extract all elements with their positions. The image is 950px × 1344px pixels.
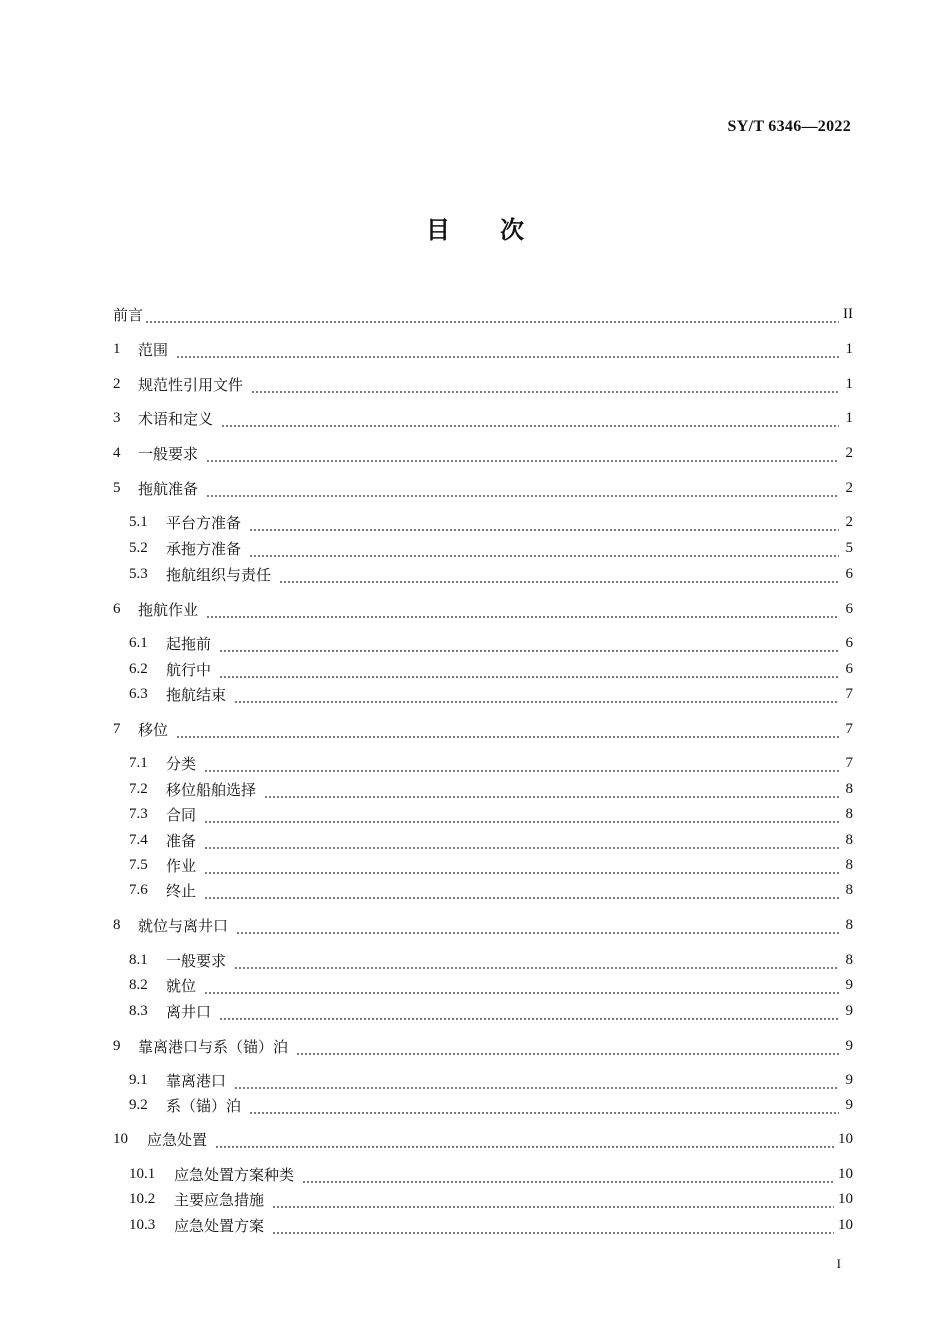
toc-entry-title: 合同 — [166, 805, 197, 824]
toc-entry-title: 应急处置方案 — [174, 1216, 265, 1235]
toc-entry-number: 5.3 — [129, 565, 148, 582]
toc-entry-number: 7.2 — [129, 780, 148, 797]
dot-leader — [215, 1127, 834, 1151]
toc-entry-number: 4 — [113, 444, 121, 461]
toc-entry[interactable] — [129, 777, 853, 801]
toc-entry-title: 应急处置方案种类 — [174, 1165, 295, 1184]
toc-entry-page: 5 — [845, 539, 853, 556]
toc-entry-number: 8 — [113, 916, 121, 933]
toc-entry[interactable] — [113, 913, 853, 937]
toc-entry-number: 7 — [113, 720, 121, 737]
toc-entry-number: 8.2 — [129, 976, 148, 993]
toc-entry-title: 拖航组织与责任 — [166, 565, 272, 584]
toc-entry-number: 8.1 — [129, 951, 148, 968]
dot-leader — [272, 1213, 834, 1237]
dot-leader — [176, 337, 839, 361]
toc-entry-title: 拖航准备 — [138, 479, 199, 498]
toc-entry-page: 2 — [845, 479, 853, 496]
page-number: I — [836, 1256, 841, 1271]
toc-entry-number: 8.3 — [129, 1002, 148, 1019]
toc-entry-page: 9 — [845, 976, 853, 993]
dot-leader — [219, 631, 839, 655]
toc-entry-number: 10.2 — [129, 1190, 156, 1207]
dot-leader — [249, 1093, 839, 1117]
dot-leader — [236, 913, 839, 937]
toc-entry-title: 就位与离井口 — [138, 916, 229, 935]
dot-leader — [219, 999, 839, 1023]
toc-entry-number: 7.4 — [129, 831, 148, 848]
toc-entry-title: 术语和定义 — [138, 409, 214, 428]
toc-entry-page: 7 — [845, 685, 853, 702]
toc-entry-number: 7.6 — [129, 881, 148, 898]
toc-entry-page: 9 — [845, 1096, 853, 1113]
toc-entry-page: 7 — [845, 754, 853, 771]
toc-entry[interactable] — [129, 878, 853, 902]
toc-entry-page: 6 — [845, 600, 853, 617]
toc-entry-page: 1 — [845, 375, 853, 392]
toc-entry-title: 移位 — [138, 720, 169, 739]
toc-entry-page: 8 — [845, 856, 853, 873]
toc-entry-title: 就位 — [166, 976, 197, 995]
toc-entry[interactable] — [129, 973, 853, 997]
toc-entry-page: 1 — [845, 340, 853, 357]
dot-leader — [279, 562, 839, 586]
dot-leader — [302, 1162, 834, 1186]
toc-entry[interactable] — [113, 372, 853, 396]
toc-entry-number: 5.2 — [129, 539, 148, 556]
toc-entry[interactable] — [129, 853, 853, 877]
toc-entry-title: 承拖方准备 — [166, 539, 242, 558]
dot-leader — [204, 751, 839, 775]
dot-leader — [204, 973, 839, 997]
toc-entry[interactable] — [129, 1213, 853, 1237]
toc-entry-page: 6 — [845, 634, 853, 651]
toc-entry-title: 主要应急措施 — [174, 1190, 265, 1209]
toc-entry-number: 10.3 — [129, 1216, 156, 1233]
toc-entry-title: 移位船舶选择 — [166, 780, 257, 799]
toc-entry[interactable] — [129, 536, 853, 560]
toc-entry-title: 作业 — [166, 856, 197, 875]
dot-leader — [234, 948, 839, 972]
toc-entry-number: 10.1 — [129, 1165, 156, 1182]
toc-entry-number: 2 — [113, 375, 121, 392]
toc-entry-page: II — [843, 305, 853, 322]
dot-leader — [204, 828, 839, 852]
toc-entry-title: 拖航作业 — [138, 600, 199, 619]
toc-entry[interactable] — [113, 1127, 853, 1151]
toc-entry[interactable] — [113, 302, 853, 326]
toc-entry[interactable] — [129, 751, 853, 775]
toc-entry[interactable] — [113, 717, 853, 741]
toc-entry-page: 8 — [845, 881, 853, 898]
toc-entry-page: 10 — [838, 1130, 853, 1147]
toc-entry[interactable] — [129, 948, 853, 972]
toc-entry-page: 8 — [845, 831, 853, 848]
toc-entry[interactable] — [129, 657, 853, 681]
toc-entry-title: 范围 — [138, 340, 169, 359]
toc-entry-title: 离井口 — [166, 1002, 212, 1021]
toc-entry-page: 10 — [838, 1216, 853, 1233]
toc-entry-page: 8 — [845, 916, 853, 933]
toc-entry[interactable] — [113, 337, 853, 361]
toc-entry-number: 6.3 — [129, 685, 148, 702]
toc-entry-title: 靠离港口 — [166, 1071, 227, 1090]
dot-leader — [145, 302, 839, 326]
toc-entry-page: 7 — [845, 720, 853, 737]
toc-entry-page: 2 — [845, 444, 853, 461]
toc-entry[interactable] — [129, 1093, 853, 1117]
toc-entry-title: 拖航结束 — [166, 685, 227, 704]
dot-leader — [206, 597, 839, 621]
toc-entry[interactable] — [129, 1187, 853, 1211]
dot-leader — [249, 536, 839, 560]
dot-leader — [219, 657, 839, 681]
toc-entry[interactable] — [113, 597, 853, 621]
toc-entry-title: 一般要求 — [138, 444, 199, 463]
toc-entry-number: 5.1 — [129, 513, 148, 530]
toc-entry-number: 5 — [113, 479, 121, 496]
dot-leader — [264, 777, 839, 801]
toc-entry[interactable] — [129, 802, 853, 826]
toc-entry[interactable] — [129, 631, 853, 655]
page-title: 目次 — [426, 216, 574, 244]
toc-entry-number: 7.3 — [129, 805, 148, 822]
toc-entry-page: 2 — [845, 513, 853, 530]
dot-leader — [204, 878, 839, 902]
toc-entry-page: 9 — [845, 1071, 853, 1088]
toc-entry-page: 6 — [845, 565, 853, 582]
dot-leader — [249, 510, 839, 534]
toc-entry[interactable] — [113, 476, 853, 500]
dot-leader — [221, 406, 839, 430]
toc-entry-title: 终止 — [166, 881, 197, 900]
toc-entry-number: 9 — [113, 1037, 121, 1054]
toc-entry-number: 7.5 — [129, 856, 148, 873]
toc-entry[interactable] — [129, 682, 853, 706]
dot-leader — [251, 372, 839, 396]
dot-leader — [176, 717, 839, 741]
toc-entry-page: 9 — [845, 1037, 853, 1054]
toc-entry-title: 规范性引用文件 — [138, 375, 244, 394]
toc-entry[interactable] — [113, 406, 853, 430]
toc-entry[interactable] — [129, 999, 853, 1023]
toc-entry-title: 准备 — [166, 831, 197, 850]
dot-leader — [206, 476, 839, 500]
toc-entry-title: 平台方准备 — [166, 513, 242, 532]
dot-leader — [206, 441, 839, 465]
dot-leader — [234, 682, 839, 706]
toc-entry[interactable] — [129, 1068, 853, 1092]
toc-entry-title: 起拖前 — [166, 634, 212, 653]
toc-entry-number: 9.1 — [129, 1071, 148, 1088]
toc-entry-page: 9 — [845, 1002, 853, 1019]
toc-entry-page: 8 — [845, 780, 853, 797]
toc-entry[interactable] — [113, 441, 853, 465]
dot-leader — [272, 1187, 834, 1211]
toc-entry-number: 10 — [113, 1130, 128, 1147]
document-code: SY/T 6346—2022 — [727, 118, 851, 135]
toc-entry-number: 3 — [113, 409, 121, 426]
toc-entry-page: 8 — [845, 805, 853, 822]
toc-entry-number: 6.2 — [129, 660, 148, 677]
toc-entry-page: 10 — [838, 1165, 853, 1182]
toc-entry-title: 一般要求 — [166, 951, 227, 970]
toc-entry-number: 6.1 — [129, 634, 148, 651]
toc-entry-title: 应急处置 — [147, 1130, 208, 1149]
toc-entry[interactable] — [129, 828, 853, 852]
toc-entry-page: 10 — [838, 1190, 853, 1207]
toc-entry-title: 系（锚）泊 — [166, 1096, 242, 1115]
dot-leader — [296, 1034, 839, 1058]
toc-entry[interactable] — [129, 1162, 853, 1186]
dot-leader — [204, 853, 839, 877]
toc-entry-number: 9.2 — [129, 1096, 148, 1113]
toc-entry[interactable] — [129, 510, 853, 534]
toc-entry[interactable] — [113, 1034, 853, 1058]
toc-entry[interactable] — [129, 562, 853, 586]
toc-entry-title: 靠离港口与系（锚）泊 — [138, 1037, 289, 1056]
toc-entry-page: 8 — [845, 951, 853, 968]
toc-entry-number: 1 — [113, 340, 121, 357]
toc-entry-title: 航行中 — [166, 660, 212, 679]
dot-leader — [204, 802, 839, 826]
dot-leader — [234, 1068, 839, 1092]
toc-entry-title: 分类 — [166, 754, 197, 773]
toc-entry-page: 1 — [845, 409, 853, 426]
toc-entry-number: 7.1 — [129, 754, 148, 771]
toc-entry-page: 6 — [845, 660, 853, 677]
toc-entry-title: 前言 — [113, 305, 144, 324]
toc-entry-number: 6 — [113, 600, 121, 617]
